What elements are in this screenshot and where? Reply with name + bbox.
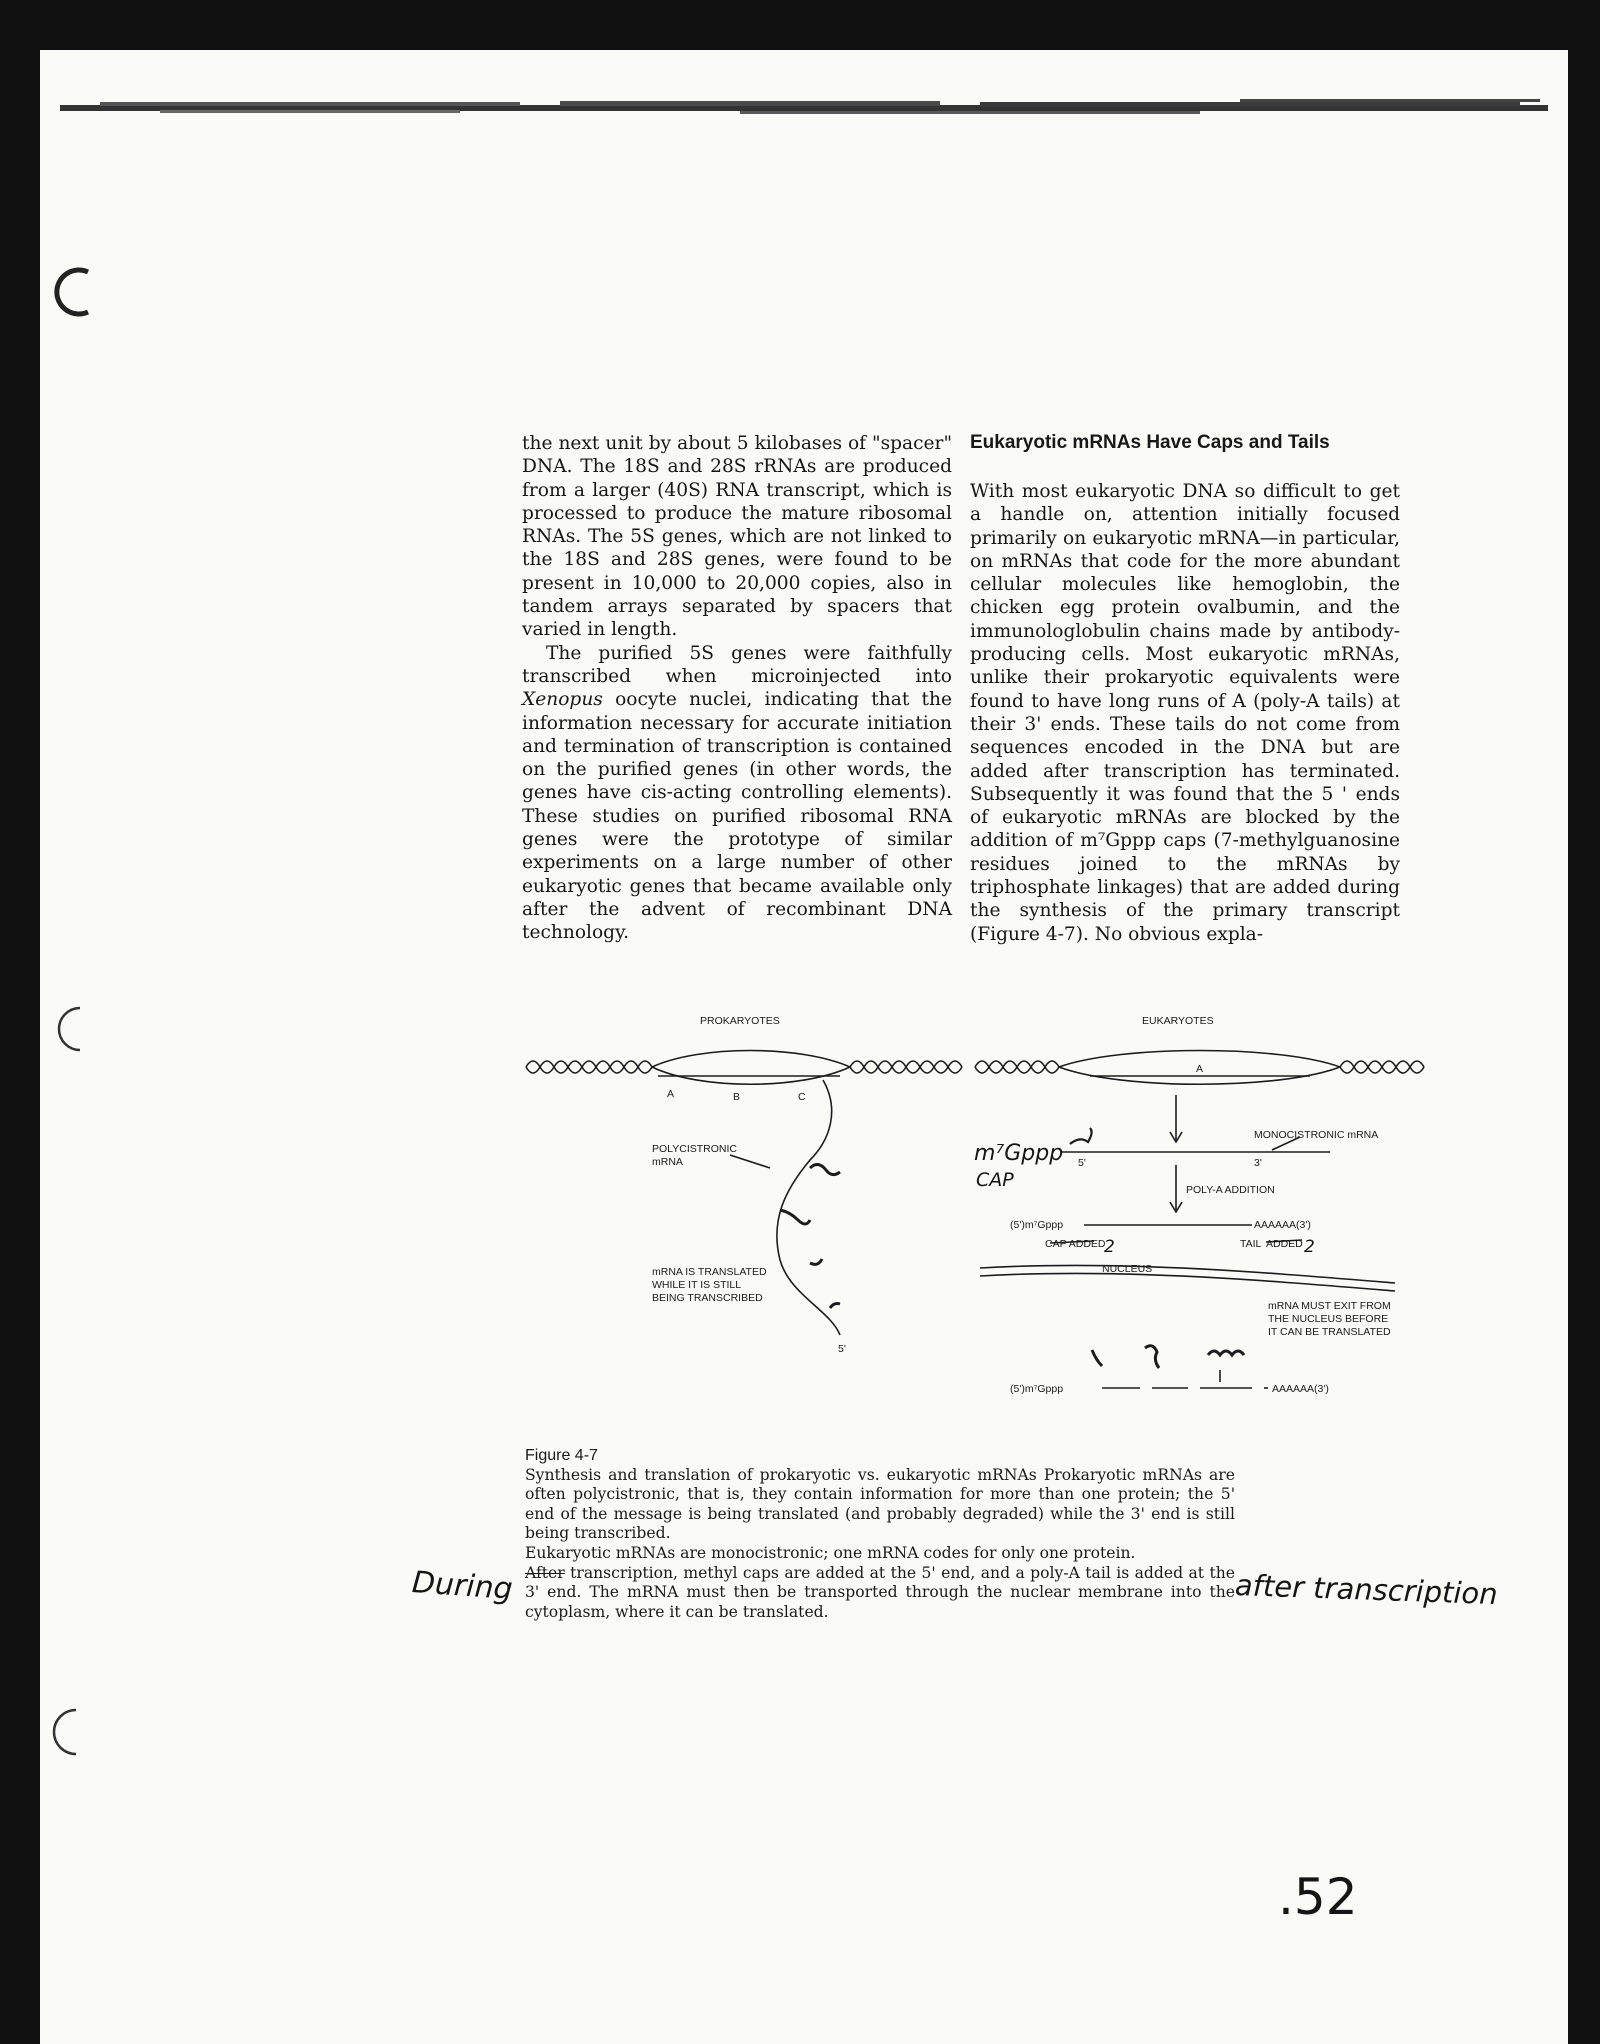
translated-label-2: WHILE IT IS STILL [652, 1279, 742, 1291]
hw-cap-note-1: m⁷Gppp [974, 1141, 1064, 1166]
nucleus-label: NUCLEUS [1102, 1263, 1153, 1275]
hw-cap-squiggle [1070, 1128, 1092, 1144]
polypeptide-2 [780, 1210, 810, 1224]
polycistronic-label-2: mRNA [652, 1156, 683, 1168]
prok-dna-helix-left-b [526, 1061, 652, 1073]
hw-num-2-a: 2 [1104, 1237, 1115, 1257]
handwritten-after-transcription: after transcription [1234, 1568, 1499, 1612]
right-paragraph-1: With most eukaryotic DNA so difficult to get a handle on, attention initially focused primarily on eukaryotic mRNA—in particular, on mRNAs that code for the more abundant cellular molecules like hemoglobin, the chicken egg protein ovalbumin, and the immunologlobulin chains made by antibody-producing cells. Most eukaryotic mRNAs, unlike their prokaryotic equivalents were found to have long runs of A (poly-A tails) at their 3' ends. These tails do not come from sequences encoded in the DNA but are added after transcription has terminated. Subsequently it was found that the 5 ' ends of eukaryotic mRNAs are blocked by the addition of m⁷Gppp caps (7-methylguanosine residues joined to the mRNAs by triphosphate linkages) that are added during the synthesis of the primary transcript (Figure 4-7). No obvious expla- [970, 481, 1400, 945]
document-page [40, 50, 1568, 2044]
caption-paragraph-2 [525, 1564, 1235, 1623]
gene-label-a: A [667, 1088, 675, 1100]
monocistronic-label: MONOCISTRONIC mRNA [1254, 1129, 1379, 1141]
section-heading: Eukaryotic mRNAs Have Caps and Tails [970, 432, 1330, 453]
caption-eukaryotic-line: Eukaryotic mRNAs are monocistronic; one mRNA codes for only one protein. [525, 1543, 1136, 1562]
punch-holes [40, 50, 160, 2044]
hw-num-2-b: 2 [1304, 1237, 1315, 1257]
tail-added-prefix: TAIL [1240, 1238, 1262, 1250]
nuclear-membrane-inner [980, 1273, 1395, 1291]
prok-dna-helix-left [526, 1061, 652, 1073]
caption-paragraph-2-text: transcription, methyl caps are added at the 5' end, and a poly-A tail is added at the 3' end. The mRNA must then be transported through the nuclear membrane into the cytoplasm, where it can be translated. [525, 1563, 1235, 1621]
cap-left-label: (5')m⁷Gppp [1010, 1219, 1064, 1231]
euk-title: EUKARYOTES [1142, 1015, 1214, 1027]
punch-hole-bottom [54, 1710, 76, 1754]
gene-label-b: B [733, 1091, 741, 1103]
caption-paragraph-1: Synthesis and translation of prokaryotic vs. eukaryotic mRNAs Prokaryotic mRNAs are often polycistronic, that is, they contain information for more than one protein; the 5' end of the message is being translated (and probably degraded) while the 3' end is still being transcribed. [525, 1465, 1235, 1543]
exit-label-1: mRNA MUST EXIT FROM [1268, 1300, 1391, 1312]
prok-mrna-strand [777, 1080, 840, 1335]
prok-title: PROKARYOTES [700, 1015, 780, 1027]
polya-addition-label: POLY-A ADDITION [1186, 1184, 1275, 1196]
euk-gene-label: A [1196, 1063, 1204, 1075]
left-paragraph-2-end: oocyte nuclei, indicating that the information necessary for accurate initiation and termination of transcription is contained on the purified genes (in other words, the genes have cis-acting controlling elements). These studies on purified ribosomal RNA genes were the prototype of similar experiments on a large number of other eukaryotic genes that became available only after the advent of recombinant DNA technology. [522, 689, 952, 944]
gene-label-c: C [798, 1091, 806, 1103]
species-name: Xenopus [522, 689, 603, 711]
exit-label-3: IT CAN BE TRANSLATED [1268, 1326, 1391, 1338]
bottom-cap-label: (5')m⁷Gppp [1010, 1383, 1064, 1395]
polypeptide-4 [830, 1304, 840, 1309]
prok-dna-bubble-top [652, 1051, 850, 1068]
euk-dna-helix-right-b [1340, 1061, 1424, 1073]
euk-dna-helix-left-b [975, 1061, 1059, 1073]
euk-three-prime: 3' [1254, 1157, 1262, 1169]
tail-added-word: ADDED [1266, 1238, 1303, 1250]
caption-title: Figure 4-7 [525, 1447, 598, 1464]
cyto-polypeptide [1208, 1351, 1244, 1355]
punch-hole-middle [59, 1008, 80, 1050]
left-paragraph-2-start: The purified 5S genes were faithfully transcribed when microinjected into [522, 642, 952, 687]
polypeptide-1 [810, 1164, 840, 1174]
hw-cap-note-2: CAP [976, 1169, 1014, 1191]
handwritten-page-number: .52 [1278, 1868, 1358, 1926]
cap-added-label: CAP ADDED [1045, 1238, 1106, 1250]
translated-label-3: BEING TRANSCRIBED [652, 1292, 763, 1304]
prok-five-prime: 5' [838, 1343, 846, 1355]
polycistronic-pointer [730, 1155, 770, 1168]
figure-4-7-diagram [40, 50, 1568, 2044]
polycistronic-label-1: POLYCISTRONIC [652, 1143, 737, 1155]
left-paragraph-1: the next unit by about 5 kilobases of "spacer" DNA. The 18S and 28S rRNAs are produced from a larger (40S) RNA transcript, which is processed to produce the mature ribosomal RNAs. The 5S genes, which are not linked to the 18S and 28S genes, were found to be present in 10,000 to 20,000 copies, also in tandem arrays separated by spacers that varied in length. [522, 433, 952, 641]
tail-right-label: AAAAAA(3') [1254, 1219, 1311, 1231]
cyto-ribosome-1 [1092, 1350, 1102, 1366]
euk-five-prime: 5' [1078, 1157, 1086, 1169]
figure-caption [525, 1446, 1235, 1622]
caption-struck-word: After [525, 1563, 565, 1582]
cyto-ribosome-2 [1145, 1346, 1159, 1368]
exit-label-2: THE NUCLEUS BEFORE [1268, 1313, 1389, 1325]
punch-hole-top [57, 270, 88, 314]
bottom-tail-label: AAAAAA(3') [1272, 1383, 1329, 1395]
polypeptide-3 [810, 1259, 822, 1264]
translated-label-1: mRNA IS TRANSLATED [652, 1266, 767, 1278]
handwritten-during: During [410, 1565, 514, 1607]
